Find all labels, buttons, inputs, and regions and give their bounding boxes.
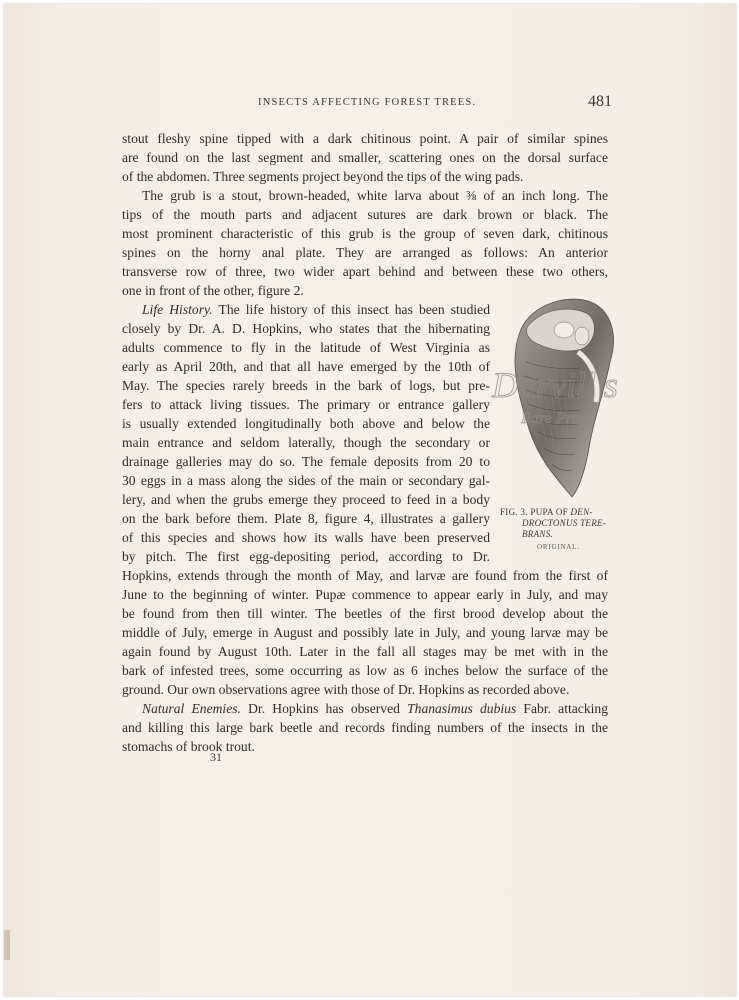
natural-enemies-label: Natural Enemies. (142, 701, 241, 716)
text-line: May. The species rarely breeds in the bark of logs, but pre- (122, 378, 490, 393)
text-line: of this species and shows how its walls have been preserved (122, 530, 490, 545)
text-line: bark of infested trees, some occurring as low as 6 inches below the surface of the (122, 663, 608, 678)
signature-mark: 31 (210, 750, 222, 764)
text-line: lery, and when the grubs emerge they proceed to feed in a body (122, 492, 490, 507)
page-edge-stain (4, 930, 10, 960)
text-line: main entrance and seldom laterally, though the secondary or (122, 435, 490, 450)
caption-prefix: FIG. 3. PUPA OF (500, 507, 571, 517)
life-history-continued (122, 566, 608, 699)
text-line: stomachs of brook trout. (122, 739, 255, 754)
caption-species-2: DROCTONUS TERE- (522, 518, 607, 528)
figure-caption (500, 507, 612, 540)
text-line: 30 eggs in a mass along the sides of the main or secondary gal- (122, 473, 490, 488)
text-line: closely by Dr. A. D. Hopkins, who states that the hibernating (122, 321, 490, 336)
text-line: early as April 20th, and that all have emerged by the 10th of (122, 359, 490, 374)
natural-enemies-paragraph (122, 699, 608, 756)
natural-enemies-text: Fabr. attacking (516, 701, 608, 716)
text-line: transverse row of three, two wider apart behind and between these two others, (122, 264, 608, 279)
caption-species-1: DEN- (570, 507, 593, 517)
text-line: fers to attack living tissues. The primary or entrance gallery (122, 397, 490, 412)
text-line (122, 300, 490, 319)
text-line: tips of the mouth parts and adjacent sutures are dark brown or black. The (122, 207, 608, 222)
text-line: of the abdomen. Three segments project beyond the tips of the wing pads. (122, 169, 524, 184)
text-line: by pitch. The first egg-depositing period, according to Dr. (122, 549, 490, 564)
natural-enemies-text: Dr. Hopkins has observed (240, 701, 408, 716)
paragraph-2 (122, 186, 608, 300)
text-line (122, 699, 608, 718)
paragraph-1 (122, 129, 608, 186)
text-line: one in front of the other, figure 2. (122, 283, 304, 298)
page-number: 481 (588, 93, 612, 110)
text-line: spines on the horny anal plate. They are arranged as follows: An anterior (122, 245, 608, 260)
text-line: drainage galleries may do so. The female deposits from 20 to (122, 454, 490, 469)
text-line: be found from then till winter. The beetles of the first brood develop about the (122, 606, 608, 621)
text-line: is usually extended longitudinally both above and below the (122, 416, 490, 431)
text-line: again found by August 10th. Later in the fall all stages may be met with in the (122, 644, 608, 659)
text-line: The grub is a stout, brown-headed, white larva about ⅜ of an inch long. The (142, 188, 608, 203)
text-line: Hopkins, extends through the month of May, and larvæ are found from the first of (122, 568, 608, 583)
caption-species-3: BRANS. (522, 529, 554, 539)
text-line: are found on the last segment and smaller, scattering ones on the dorsal surface (122, 150, 608, 165)
text-line: on the bark before them. Plate 8, figure 4, illustrates a gallery (122, 511, 490, 526)
watermark-brand: Darvill's (492, 365, 618, 405)
text-line: stout fleshy spine tipped with a dark chitinous point. A pair of similar spines (122, 131, 608, 146)
pupa-illustration (500, 292, 624, 504)
text-line: adults commence to fly in the latitude of West Virginia as (122, 340, 490, 355)
text-line: most prominent characteristic of this grub is the group of seven dark, chitinous (122, 226, 608, 241)
text-line: June to the beginning of winter. Pupæ commence to appear early in July, and may (122, 587, 608, 602)
life-history-first-line: The life history of this insect has been studied (212, 302, 490, 317)
text-line: ground. Our own observations agree with those of Dr. Hopkins as recorded above. (122, 682, 570, 697)
species-name: Thanasimus dubius (407, 701, 517, 716)
watermark-sub: Rare Prints (521, 410, 595, 427)
life-history-label: Life History. (142, 302, 213, 317)
text-line: and killing this large bark beetle and records finding numbers of the insects in the (122, 720, 608, 735)
text-line: middle of July, emerge in August and possibly late in July, and young larvæ may be (122, 625, 608, 640)
figure-credit: ORIGINAL. (537, 543, 580, 551)
running-title: INSECTS AFFECTING FOREST TREES. (258, 97, 477, 108)
